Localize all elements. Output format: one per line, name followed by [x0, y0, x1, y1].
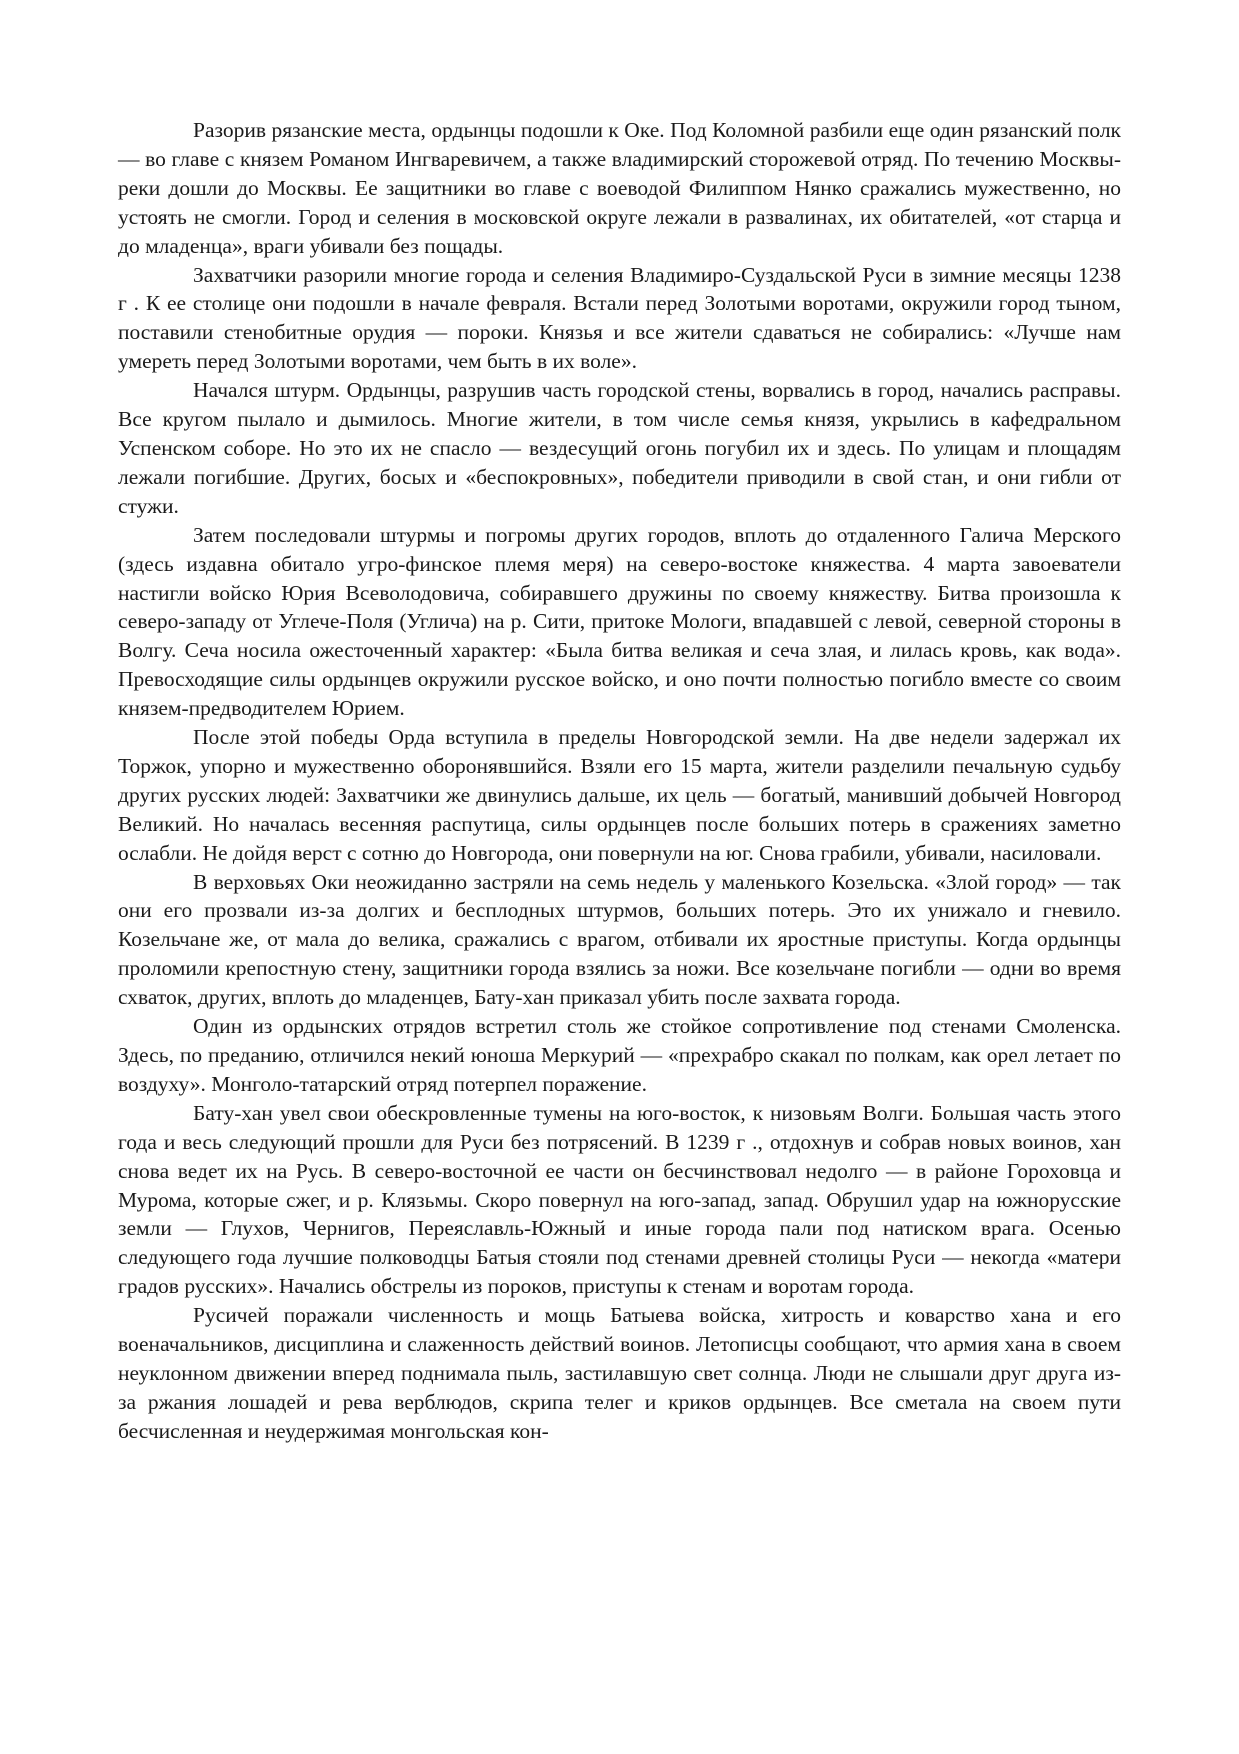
paragraph: Один из ордынских отрядов встретил столь же стойкое сопротивление под стенами Смоленска. Здесь, по преданию, отличился некий юноша Меркурий — «прехрабро скакал по полкам, как орел летает по воздуху». Монголо-татарский отряд потерпел поражение.: [118, 1014, 1121, 1096]
paragraph: Бату-хан увел свои обескровленные тумены на юго-восток, к низовьям Волги. Большая часть этого года и весь следующий прошли для Руси без потрясений. В 1239 г ., отдохнув и собрав новых воинов, хан снова ведет их на Русь. В северо-восточной ее части он бесчинствовал недолго — в районе Гороховца и Мурома, которые сжег, и р. Клязьмы. Скоро повернул на юго-запад, запад. Обрушил удар на южнорусские земли — Глухов, Чернигов, Переяславль-Южный и иные города пали под натиском врага. Осенью следующего года лучшие полководцы Батыя стояли под стенами древней столицы Руси — некогда «матери градов русских». Начались обстрелы из пороков, приступы к стенам и воротам города.: [118, 1100, 1121, 1299]
paragraph: Русичей поражали численность и мощь Батыева войска, хитрость и коварство хана и его военачальников, дисциплина и слаженность действий воинов. Летописцы сообщают, что армия хана в своем неуклонном движении вперед поднимала пыль, застилавшую свет солнца. Люди не слышали друг друга из-за ржания лошадей и рева верблюдов, скрипа телег и криков ордынцев. Все сметала на своем пути бесчисленная и неудержимая монгольская кон-: [118, 1303, 1121, 1443]
paragraph: В верховьях Оки неожиданно застряли на семь недель у маленького Козельска. «Злой город» — так они его прозвали из-за долгих и бесплодных штурмов, больших потерь. Это их унижало и гневило. Козельчане же, от мала до велика, сражались с врагом, отбивали их яростные приступы. Когда ордынцы проломили крепостную стену, защитники города взялись за ножи. Все козельчане погибли — одни во время схваток, других, вплоть до младенцев, Бату-хан приказал убить после захвата города.: [118, 869, 1121, 1010]
paragraph: Начался штурм. Ордынцы, разрушив часть городской стены, ворвались в город, начались расправы. Все кругом пылало и дымилось. Многие жители, в том числе семья князя, укрылись в кафедральном Успенском соборе. Но это их не спасло — вездесущий огонь погубил их и здесь. По улицам и площадям лежали погибшие. Других, босых и «беспокровных», победители приводили в свой стан, и они гибли от стужи.: [118, 378, 1121, 518]
paragraph: После этой победы Орда вступила в пределы Новгородской земли. На две недели задержал их Торжок, упорно и мужественно оборонявшийся. Взяли его 15 марта, жители разделили печальную судьбу других русских людей: Захватчики же двинулись дальше, их цель — богатый, манивший добычей Новгород Великий. Но началась весенняя распутица, силы ордынцев после больших потерь в сражениях заметно ослабли. Не дойдя верст с сотню до Новгорода, они повернули на юг. Снова грабили, убивали, насиловали.: [118, 725, 1121, 865]
body-text: [118, 116, 1121, 1446]
paragraph: Разорив рязанские места, ордынцы подошли к Оке. Под Коломной разбили еще один рязанский полк — во главе с князем Романом Ингваревичем, а также владимирский сторожевой отряд. По течению Москвы-реки дошли до Москвы. Ее защитники во главе с воеводой Филиппом Нянко сражались мужественно, но устоять не смогли. Город и селения в московской округе лежали в развалинах, их обитателей, «от старца и до младенца», враги убивали без пощады.: [118, 118, 1121, 258]
paragraph: Захватчики разорили многие города и селения Владимиро-Суздальской Руси в зимние месяцы 1238 г . К ее столице они подошли в начале февраля. Встали перед Золотыми воротами, окружили город тыном, поставили стенобитные орудия — пороки. Князья и все жители сдаваться не собирались: «Лучше нам умереть перед Золотыми воротами, чем быть в их воле».: [118, 262, 1121, 374]
paragraph: Затем последовали штурмы и погромы других городов, вплоть до отдаленного Галича Мерского (здесь издавна обитало угро-финское племя меря) на северо-востоке княжества. 4 марта завоеватели настигли войско Юрия Всеволодовича, собиравшего дружины по своему княжеству. Битва произошла к северо-западу от Углече-Поля (Углича) на р. Сити, притоке Мологи, впадавшей с левой, северной стороны в Волгу. Сеча носила ожесточенный характер: «Была битва великая и сеча злая, и лилась кровь, как вода». Превосходящие силы ордынцев окружили русское войско, и оно почти полностью погибло вместе со своим князем-предводителем Юрием.: [118, 522, 1121, 721]
